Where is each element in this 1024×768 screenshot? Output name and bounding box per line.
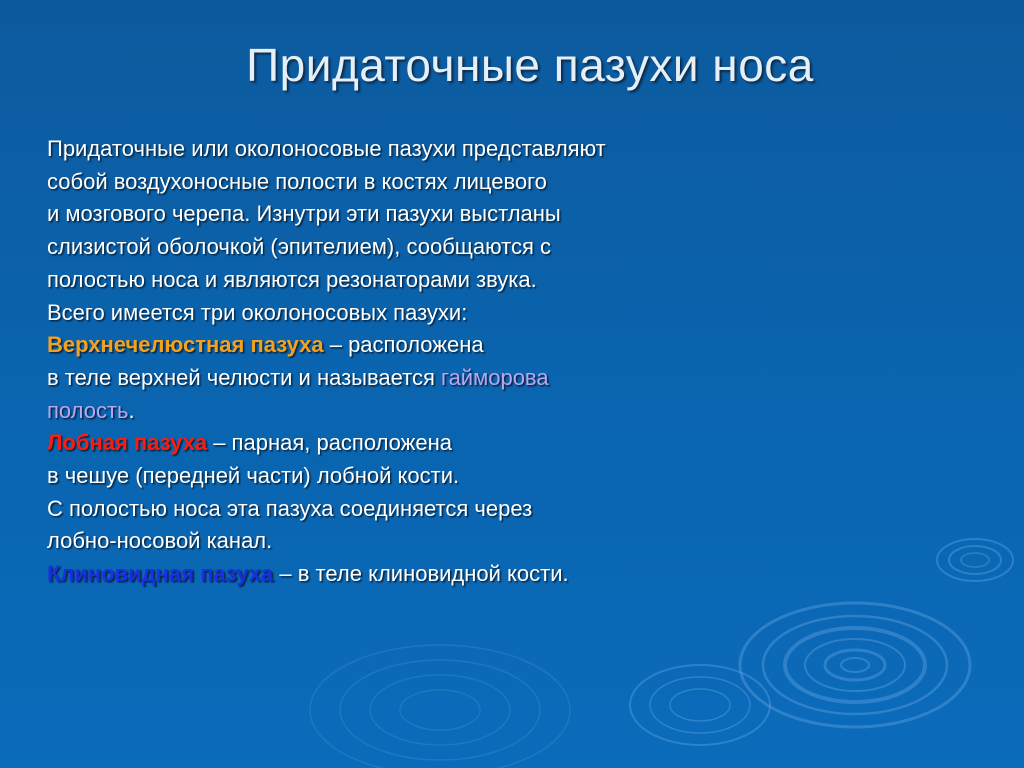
frontal-sinus-line: С полостью носа эта пазуха соединяется через bbox=[47, 495, 533, 521]
body-line: Придаточные или околоносовые пазухи представляют bbox=[47, 136, 606, 161]
body-line: собой воздухоносные полости в костях лицевого bbox=[47, 168, 547, 194]
maxillary-sinus-alt-name: полость bbox=[47, 397, 129, 423]
slide-body bbox=[47, 133, 787, 591]
sphenoid-sinus-desc: – в теле клиновидной кости. bbox=[273, 561, 569, 587]
maxillary-sinus-line bbox=[47, 329, 787, 362]
maxillary-sinus-desc: в теле верхней челюсти и называется bbox=[47, 364, 442, 390]
maxillary-sinus-alt-name: гайморова bbox=[441, 364, 549, 390]
sphenoid-sinus-term: Клиновидная пазуха bbox=[47, 561, 274, 587]
maxillary-sinus-end: . bbox=[128, 397, 135, 423]
frontal-sinus-line bbox=[47, 427, 787, 460]
maxillary-sinus-term: Верхнечелюстная пазуха bbox=[47, 332, 324, 358]
maxillary-sinus-line bbox=[47, 395, 787, 428]
frontal-sinus-desc: – парная, расположена bbox=[207, 430, 453, 456]
frontal-sinus-term: Лобная пазуха bbox=[47, 430, 208, 456]
sphenoid-sinus-line bbox=[47, 558, 787, 591]
slide-title: Придаточные пазухи носа bbox=[246, 39, 814, 91]
frontal-sinus-line: лобно-носовой канал. bbox=[47, 528, 273, 554]
body-line: Всего имеется три околоносовых пазухи: bbox=[47, 299, 468, 325]
maxillary-sinus-line bbox=[47, 362, 787, 395]
body-line: слизистой оболочкой (эпителием), сообщаются с bbox=[47, 234, 552, 260]
body-line: и мозгового черепа. Изнутри эти пазухи выстланы bbox=[47, 201, 561, 227]
frontal-sinus-line: в чешуе (передней части) лобной кости. bbox=[47, 463, 460, 489]
maxillary-sinus-desc: – расположена bbox=[323, 332, 484, 358]
body-line: полостью носа и являются резонаторами звука. bbox=[47, 266, 537, 292]
